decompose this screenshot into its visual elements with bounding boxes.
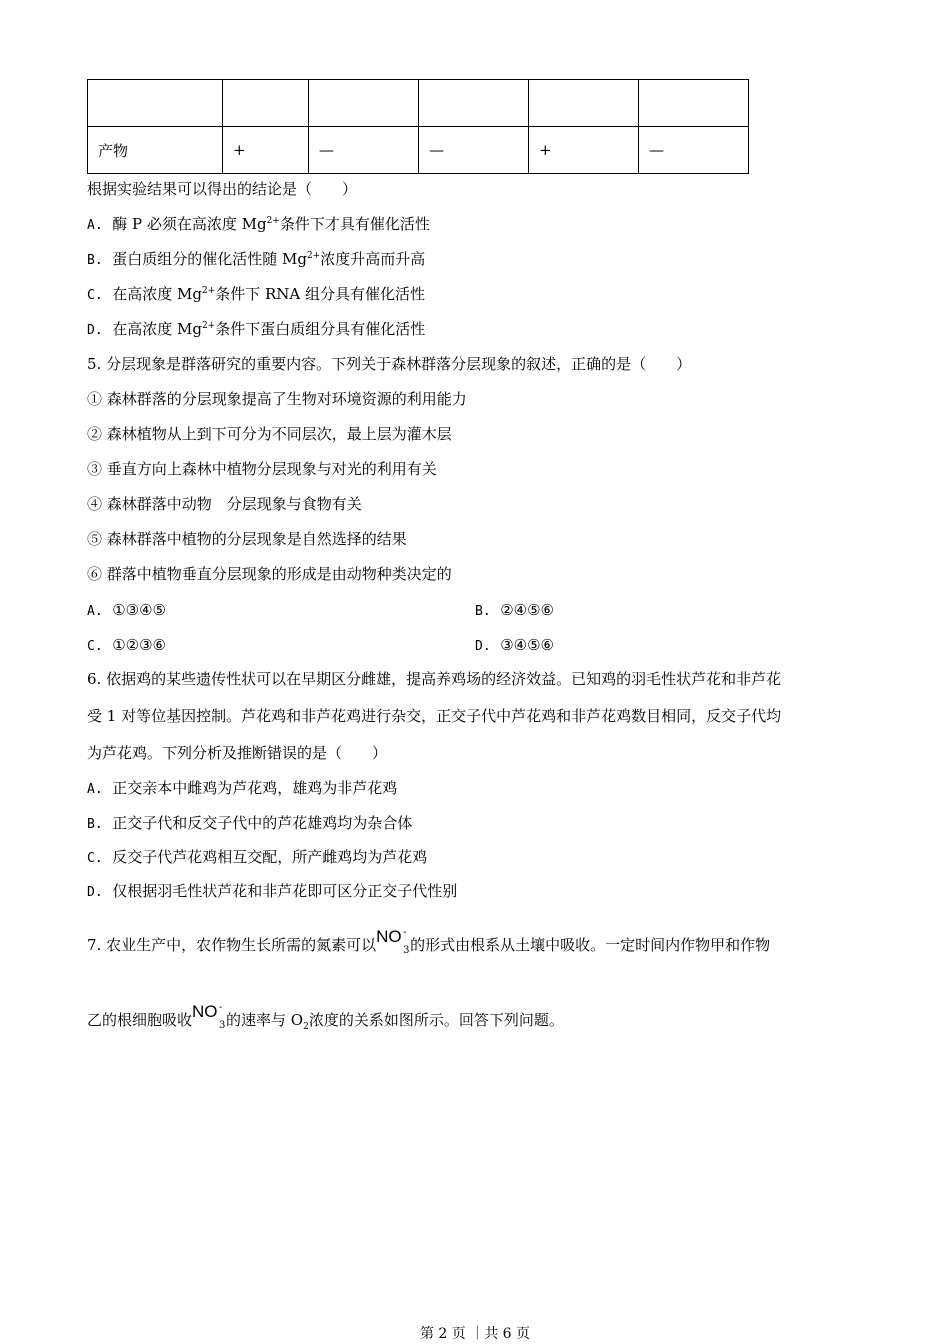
q7-line-1 <box>87 928 770 956</box>
subscript: 2 <box>303 1022 309 1032</box>
table-cell: — <box>309 127 419 174</box>
q5-option-d <box>475 636 554 656</box>
table-cell: 产物 <box>88 127 223 174</box>
q4-option-d <box>87 320 425 340</box>
table-cell: + <box>529 127 639 174</box>
table-cell <box>419 80 529 127</box>
option-label: A. <box>87 782 103 797</box>
formula-base: NO <box>192 1002 218 1021</box>
nitrate-ion-formula <box>376 928 410 956</box>
q5-item: ③ 垂直方向上森林中植物分层现象与对光的利用有关 <box>87 460 437 478</box>
q7-text: 乙的根细胞吸收 <box>87 1011 193 1029</box>
option-text: 在高浓度 Mg <box>112 320 202 338</box>
table-cell <box>88 80 223 127</box>
option-text: 在高浓度 Mg <box>112 285 202 303</box>
q7-text: 浓度的关系如图所示。回答下列问题。 <box>308 1011 564 1029</box>
q7-text: 的速率与 O <box>226 1011 304 1029</box>
option-label: A. <box>87 604 103 619</box>
formula-subscript: 3 <box>219 1020 226 1031</box>
superscript: 2+ <box>266 216 280 226</box>
table-cell: + <box>223 127 309 174</box>
option-text: 条件下才具有催化活性 <box>279 215 430 233</box>
option-text: 反交子代芦花鸡相互交配，所产雌鸡均为芦花鸡 <box>112 848 428 866</box>
q7-text: 的形式由根系从土壤中吸收。一定时间内作物甲和作物 <box>410 936 771 954</box>
option-label: B. <box>475 604 491 619</box>
option-text: 条件下 RNA 组分具有催化活性 <box>215 285 426 303</box>
q5-stem: 5. 分层现象是群落研究的重要内容。下列关于森林群落分层现象的叙述，正确的是（ ） <box>87 355 692 373</box>
q6-option-d <box>87 882 457 902</box>
formula-charge: - <box>403 927 407 938</box>
q6-stem-line: 为芦花鸡。下列分析及推断错误的是（ ） <box>87 744 388 762</box>
table-cell: — <box>419 127 529 174</box>
q5-option-a <box>87 601 166 621</box>
option-label: C. <box>87 639 103 654</box>
option-text: ①②③⑥ <box>112 636 166 654</box>
table-cell: — <box>639 127 749 174</box>
option-label: B. <box>87 817 103 832</box>
q6-stem-line: 6. 依据鸡的某些遗传性状可以在早期区分雌雄，提高养鸡场的经济效益。已知鸡的羽毛性状芦花和非芦花 <box>87 670 782 688</box>
formula-base: NO <box>376 927 402 946</box>
q5-item: ⑤ 森林群落中植物的分层现象是自然选择的结果 <box>87 530 407 548</box>
q6-option-b <box>87 814 412 834</box>
q4-stem: 根据实验结果可以得出的结论是（ ） <box>87 180 358 198</box>
nitrate-ion-formula <box>192 1003 226 1031</box>
option-label: A. <box>87 218 103 233</box>
superscript: 2+ <box>201 286 216 296</box>
q5-item: ① 森林群落的分层现象提高了生物对环境资源的利用能力 <box>87 390 467 408</box>
table-cell <box>223 80 309 127</box>
option-text: ②④⑤⑥ <box>500 601 554 619</box>
option-text: 正交亲本中雌鸡为芦花鸡，雄鸡为非芦花鸡 <box>112 779 398 797</box>
option-label: C. <box>87 851 103 866</box>
option-text: 蛋白质组分的催化活性随 Mg <box>112 250 307 268</box>
table-cell <box>639 80 749 127</box>
q4-option-c <box>87 285 425 305</box>
superscript: 2+ <box>306 251 321 261</box>
page-footer: 第 2 页 ｜共 6 页 <box>419 1326 531 1342</box>
option-text: 仅根据羽毛性状芦花和非芦花即可区分正交子代性别 <box>112 882 458 900</box>
option-label: B. <box>87 253 103 268</box>
q7-text: 7. 农业生产中，农作物生长所需的氮素可以 <box>87 936 377 954</box>
formula-charge: - <box>219 1002 223 1013</box>
q5-option-c <box>87 636 166 656</box>
option-text: ③④⑤⑥ <box>500 636 554 654</box>
table-row <box>88 127 749 174</box>
option-label: D. <box>87 323 103 338</box>
option-text: 浓度升高而升高 <box>320 250 426 268</box>
option-text: ①③④⑤ <box>112 601 166 619</box>
option-label: C. <box>87 288 103 303</box>
q6-option-c <box>87 848 427 868</box>
q4-option-a <box>87 215 430 235</box>
q5-item: ④ 森林群落中动物 分层现象与食物有关 <box>87 495 362 513</box>
q7-line-2 <box>87 1003 564 1031</box>
results-table <box>87 79 749 174</box>
table-cell <box>529 80 639 127</box>
option-label: D. <box>87 885 103 900</box>
q5-item: ⑥ 群落中植物垂直分层现象的形成是由动物种类决定的 <box>87 565 452 583</box>
q6-stem-line: 受 1 对等位基因控制。芦花鸡和非芦花鸡进行杂交，正交子代中芦花鸡和非芦花鸡数目相同，反交子代均 <box>87 707 782 725</box>
q5-item: ② 森林植物从上到下可分为不同层次，最上层为灌木层 <box>87 425 452 443</box>
table-cell <box>309 80 419 127</box>
option-text: 酶 P 必须在高浓度 Mg <box>112 215 267 233</box>
option-text: 条件下蛋白质组分具有催化活性 <box>215 320 426 338</box>
option-text: 正交子代和反交子代中的芦花雄鸡均为杂合体 <box>112 814 413 832</box>
q5-option-b <box>475 601 554 621</box>
table-row <box>88 80 749 127</box>
q6-option-a <box>87 779 397 799</box>
formula-subscript: 3 <box>403 945 410 956</box>
q4-option-b <box>87 250 425 270</box>
superscript: 2+ <box>201 321 216 331</box>
option-label: D. <box>475 639 491 654</box>
